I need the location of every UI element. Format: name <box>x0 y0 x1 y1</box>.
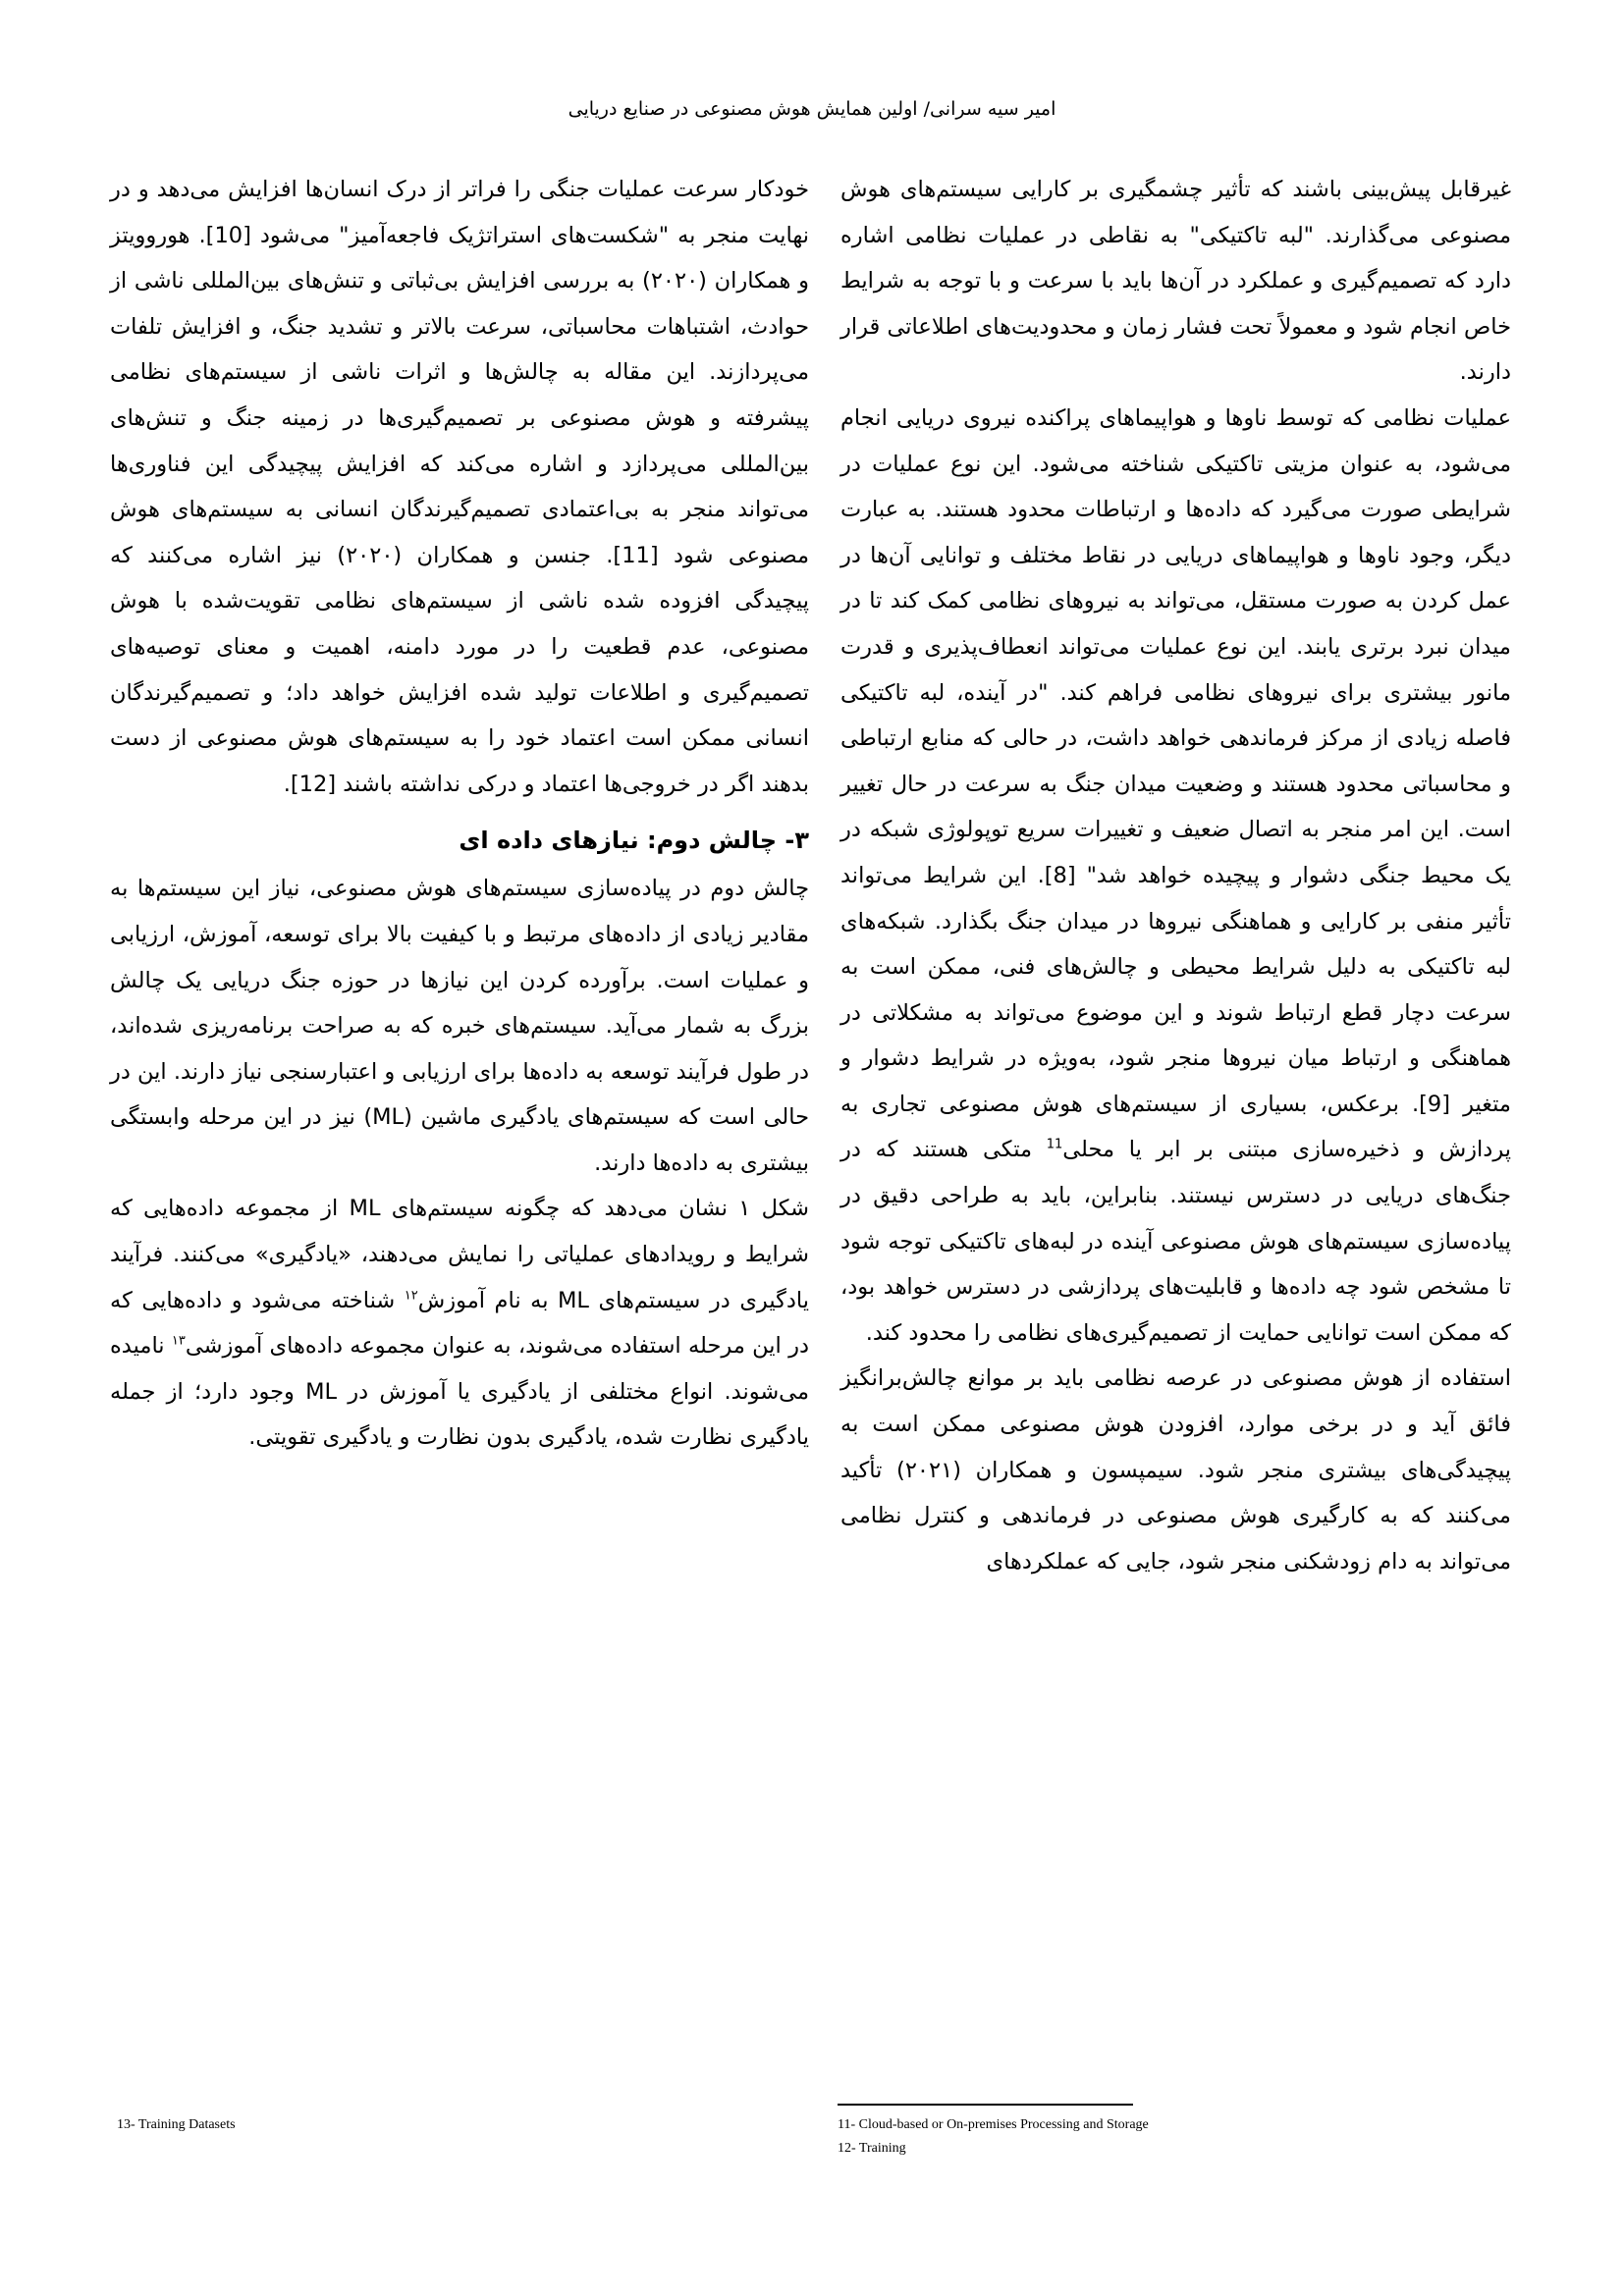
footnote-11: 11- Cloud-based or On-premises Processing and Storage <box>838 2117 1149 2132</box>
body-paragraph: خودکار سرعت عملیات جنگی را فراتر از درک انسان‌ها افزایش می‌دهد و در نهایت منجر به "شکست‌های استراتژیک فاجعه‌آمیز" می‌شود [10]. هوروویتز و همکاران (۲۰۲۰) به بررسی افزایش بی‌ثباتی و تنش‌های بین‌المللی ناشی از حوادث، اشتباهات محاسباتی، سرعت بالاتر و تشدید جنگ، و افزایش تلفات می‌پردازند. این مقاله به چالش‌ها و اثرات ناشی از سیستم‌های نظامی پیشرفته و هوش مصنوعی بر تصمیم‌گیری‌ها در زمینه جنگ و تنش‌های بین‌المللی می‌پردازد و اشاره می‌کند که افزایش پیچیدگی این فناوری‌ها می‌تواند منجر به بی‌اعتمادی تصمیم‌گیرندگان انسانی به سیستم‌های هوش مصنوعی شود [11]. جنسن و همکاران (۲۰۲۰) نیز اشاره می‌کنند که پیچیدگی افزوده شده ناشی از سیستم‌های نظامی تقویت‌شده با هوش مصنوعی، عدم قطعیت را در مورد دامنه، اهمیت و معنای توصیه‌های تصمیم‌گیری و اطلاعات تولید شده افزایش خواهد داد؛ و تصمیم‌گیرندگان انسانی ممکن است اعتماد خود را به سیستم‌های هوش مصنوعی از دست بدهند اگر در خروجی‌ها اعتماد و درکی نداشته باشند [12]. <box>110 177 810 797</box>
body-text: متکی هستند که در جنگ‌های دریایی در دسترس نیستند. بنابراین، باید به طراحی دقیق در پیاده‌سازی سیستم‌های هوش مصنوعی آینده در لبه‌های تاکتیکی توجه شود تا مشخص شود چه داده‌ها و قابلیت‌های پردازشی در دسترس خواهد بود، که ممکن است توانایی حمایت از تصمیم‌گیری‌های نظامی را محدود کند. <box>840 1137 1511 1346</box>
body-paragraph: غیرقابل پیش‌بینی باشند که تأثیر چشمگیری بر کارایی سیستم‌های هوش مصنوعی می‌گذارند. "لبه تاکتیکی" به نقاطی در عملیات نظامی اشاره دارد که تصمیم‌گیری و عملکرد در آن‌ها باید با سرعت و با توجه به شرایط خاص انجام شود و معمولاً تحت فشار زمان و محدودیت‌های اطلاعاتی قرار دارند. <box>840 177 1511 386</box>
body-paragraph <box>110 1186 809 1461</box>
footnote-divider <box>838 2104 1133 2106</box>
footnote-ref-12: ۱۲ <box>404 1288 418 1304</box>
footnote-12: 12- Training <box>838 2141 906 2156</box>
right-column <box>840 167 1511 1584</box>
running-header: امیر سیه سرانی/ اولین همایش هوش مصنوعی در صنایع دریایی <box>568 98 1056 120</box>
body-paragraph <box>840 396 1511 1356</box>
body-text: شکل ۱ نشان می‌دهد که چگونه سیستم‌های ML از مجموعه داده‌هایی که شرایط و رویدادهای عملیاتی را نمایش می‌دهند، «یادگیری» می‌کنند. فرآیند یادگیری در سیستم‌های ML به نام آموزش <box>110 1196 809 1313</box>
footnotes-left <box>117 2113 236 2137</box>
body-text: عملیات نظامی که توسط ناوها و هواپیماهای پراکنده نیروی دریایی انجام می‌شود، به عنوان مزیتی تاکتیکی شناخته می‌شود. این نوع عملیات در شرایطی صورت می‌گیرد که داده‌ها و ارتباطات محدود هستند. به عبارت دیگر، وجود ناوها و هواپیماهای دریایی در نقاط مختلف و توانایی آن‌ها در عمل کردن به صورت مستقل، می‌تواند به نیروهای نظامی کمک کند تا در میدان نبرد برتری یابند. این نوع عملیات می‌تواند انعطاف‌پذیری و قدرت مانور بیشتری برای نیروهای نظامی فراهم کند. "در آینده، لبه تاکتیکی فاصله زیادی از مرکز فرماندهی خواهد داشت، در حالی که منابع ارتباطی و محاسباتی محدود هستند و وضعیت میدان جنگ به سرعت در حال تغییر است. این امر منجر به اتصال ضعیف و تغییرات سریع توپولوژی شبکه در یک محیط جنگی دشوار و پیچیده خواهد شد" [8]. این شرایط می‌تواند تأثیر منفی بر کارایی و هماهنگی نیروها در میدان جنگ بگذارد. شبکه‌های لبه تاکتیکی به دلیل شرایط محیطی و چالش‌های فنی، ممکن است به سرعت دچار قطع ارتباط شوند و این موضوع می‌تواند به مشکلاتی در هماهنگی و ارتباط میان نیروها منجر شود، به‌ویژه در شرایط دشوار و متغیر [9]. برعکس، بسیاری از سیستم‌های هوش مصنوعی تجاری به پردازش و ذخیره‌سازی مبتنی بر ابر یا محلی <box>840 404 1511 1163</box>
footnote-ref-11: 11 <box>1046 1137 1063 1152</box>
body-text: شناخته می‌شود و داده‌هایی که در این مرحله استفاده می‌شوند، به عنوان مجموعه داده‌های آموزشی <box>110 1287 810 1360</box>
section-heading: ۳- چالش دوم: نیازهای داده ای <box>459 827 809 855</box>
footnotes-right <box>838 2113 1149 2161</box>
footnote-ref-13: ۱۳ <box>171 1333 186 1349</box>
left-column <box>110 167 809 1461</box>
body-paragraph: استفاده از هوش مصنوعی در عرصه نظامی باید بر موانع چالش‌برانگیز فائق آید و در برخی موارد، افزودن هوش مصنوعی ممکن است به پیچیدگی‌های بیشتری منجر شود. سیمپسون و همکاران (۲۰۲۱) تأکید می‌کنند که به کارگیری هوش مصنوعی در فرماندهی و کنترل نظامی می‌تواند به دام زودشکنی منجر شود، جایی که عملکردهای <box>840 1365 1511 1575</box>
body-text: نامیده می‌شوند. انواع مختلفی از یادگیری یا آموزش در ML وجود دارد؛ از جمله یادگیری نظارت شده، یادگیری بدون نظارت و یادگیری تقویتی. <box>110 1333 809 1451</box>
body-paragraph: چالش دوم در پیاده‌سازی سیستم‌های هوش مصنوعی، نیاز این سیستم‌ها به مقادیر زیادی از داده‌های مرتبط و با کیفیت بالا برای توسعه، آموزش، ارزیابی و عملیات است. برآورده کردن این نیازها در حوزه جنگ دریایی یک چالش بزرگ به شمار می‌آید. سیستم‌های خبره که به صراحت برنامه‌ریزی شده‌اند، در طول فرآیند توسعه به داده‌ها برای ارزیابی و اعتبارسنجی نیاز دارند. این در حالی است که سیستم‌های یادگیری ماشین (ML) نیز در این مرحله وابستگی بیشتری به داده‌ها دارند. <box>110 876 810 1176</box>
footnote-13: 13- Training Datasets <box>117 2117 236 2132</box>
